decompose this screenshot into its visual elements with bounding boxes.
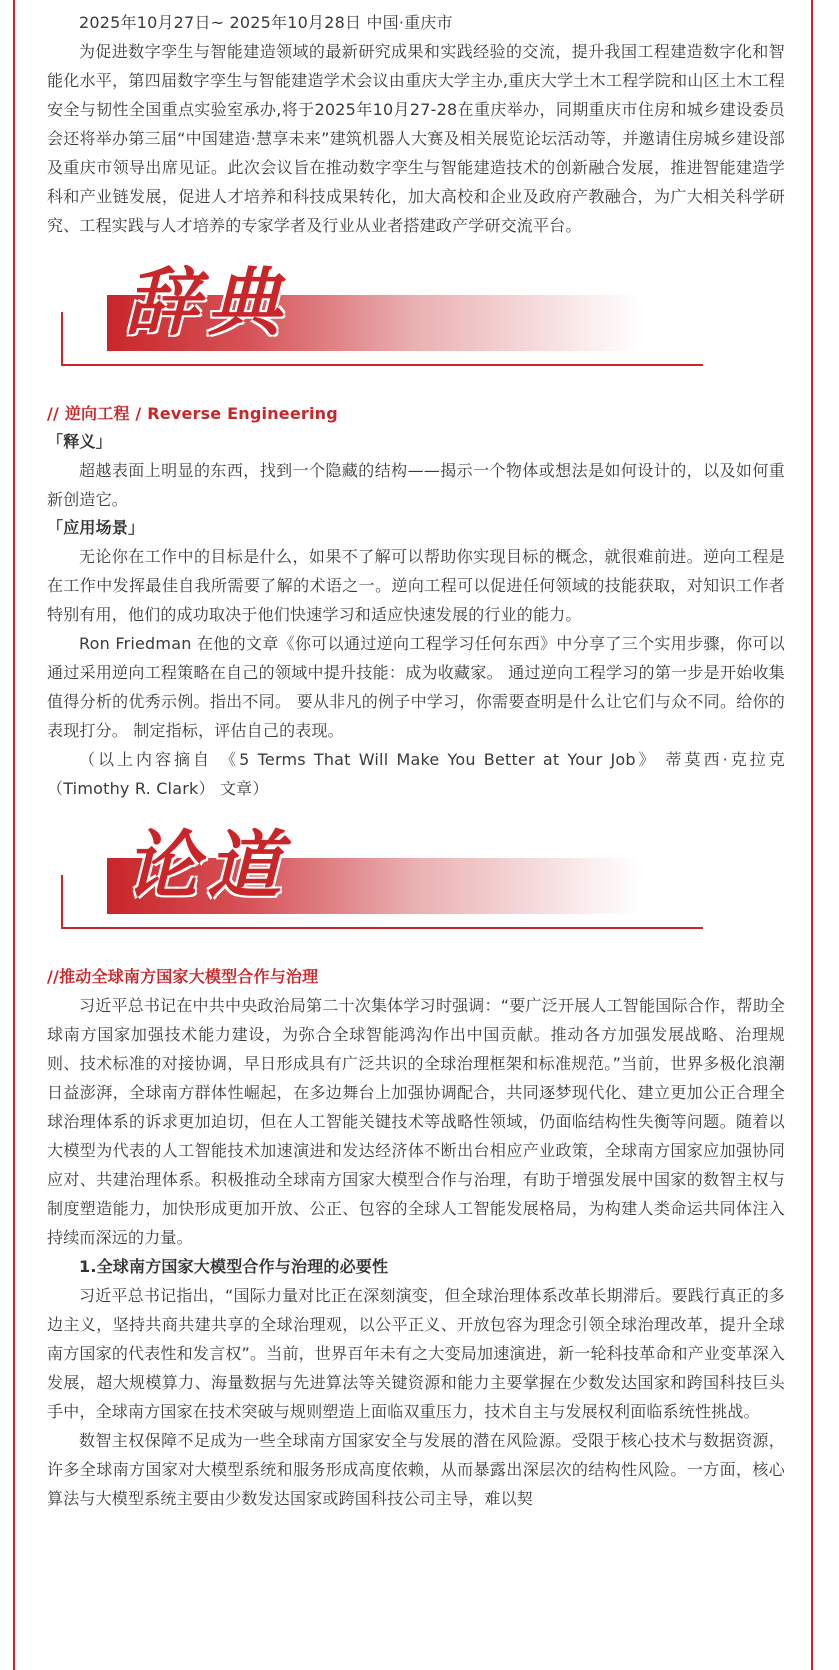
scenario-paragraph-1: 无论你在工作中的目标是什么，如果不了解可以帮助你实现目标的概念，就很难前进。逆向工程是在工作中发挥最佳自我所需要了解的术语之一。逆向工程可以促进任何领域的技能获取，对知识工作者特别有用，他们的成功取决于他们快速学习和适应快速发展的行业的能力。: [47, 547, 785, 624]
source-citation: （以上内容摘自 《5 Terms That Will Make You Better at Your Job》 蒂莫西·克拉克（Timothy R. Clark） 文章）: [47, 750, 785, 798]
conference-date-location: 2025年10月27日~ 2025年10月28日 中国·重庆市: [79, 13, 453, 32]
essay-subheading-1: 1.全球南方国家大模型合作与治理的必要性: [79, 1257, 389, 1276]
essay-paragraph-2: 习近平总书记指出，“国际力量对比正在深刻演变，但全球治理体系改革长期滞后。要践行真正的多边主义，坚持共商共建共享的全球治理观，以公平正义、开放包容为理念引领全球治理改革，提升全球南方国家的代表性和发言权”。当前，世界百年未有之大变局加速演进，新一轮科技革命和产业变革深入发展，超大规模算力、海量数据与先进算法等关键资源和能力主要掌握在少数发达国家和跨国科技巨头手中，全球南方国家在技术突破与规则塑造上面临双重压力，技术自主与发展权利面临系统性挑战。: [47, 1286, 785, 1421]
discussion-banner: [47, 803, 785, 963]
essay-title: //推动全球南方国家大模型合作与治理: [47, 967, 319, 986]
banner-calligraphy-cidian: 辞典: [125, 260, 289, 346]
banner-calligraphy-lundao: 论道: [125, 823, 289, 909]
dictionary-term-title: // 逆向工程 / Reverse Engineering: [47, 404, 338, 423]
conference-intro-paragraph: 为促进数字孪生与智能建造领域的最新研究成果和实践经验的交流，提升我国工程建造数字化和智能化水平，第四届数字孪生与智能建造学术会议由重庆大学主办,重庆大学土木工程学院和山区土木工程安全与韧性全国重点实验室承办,将于2025年10月27-28在重庆举办，同期重庆市住房和城乡建设委员会还将举办第三届“中国建造·慧享未来”建筑机器人大赛及相关展览论坛活动等，并邀请住房城乡建设部及重庆市领导出席见证。此次会议旨在推动数字孪生与智能建造技术的创新融合发展，推进智能建造学科和产业链发展，促进人才培养和科技成果转化，加大高校和企业及政府产教融合，为广大相关科学研究、工程实践与人才培养的专家学者及行业从业者搭建政产学研交流平台。: [47, 42, 785, 235]
essay-paragraph-1: 习近平总书记在中共中央政治局第二十次集体学习时强调：“要广泛开展人工智能国际合作，帮助全球南方国家加强技术能力建设，为弥合全球智能鸿沟作出中国贡献。推动各方加强发展战略、治理规则、技术标准的对接协调，早日形成具有广泛共识的全球治理框架和标准规范。”当前，世界多极化浪潮日益澎湃，全球南方群体性崛起，在多边舞台上加强协调配合，共同逐梦现代化、建立更加公正合理全球治理体系的诉求更加迫切，但在人工智能关键技术等战略性领域，仍面临结构性失衡等问题。随着以大模型为代表的人工智能技术加速演进和发达经济体不断出台相应产业政策，全球南方国家应加强协同应对、共建治理体系。积极推动全球南方国家大模型合作与治理，有助于增强发展中国家的数智主权与制度塑造能力，加快形成更加开放、公正、包容的全球人工智能发展格局，为构建人类命运共同体注入持续而深远的力量。: [47, 996, 785, 1247]
article-page: [13, 0, 813, 1670]
meaning-text: 超越表面上明显的东西，找到一个隐藏的结构——揭示一个物体或想法是如何设计的，以及如何重新创造它。: [47, 461, 785, 509]
article-content: [47, 8, 785, 1513]
meaning-label: 「释义」: [47, 432, 112, 451]
essay-paragraph-3: 数智主权保障不足成为一些全球南方国家安全与发展的潜在风险源。受限于核心技术与数据资源，许多全球南方国家对大模型系统和服务形成高度依赖，从而暴露出深层次的结构性风险。一方面，核心算法与大模型系统主要由少数发达国家或跨国科技公司主导，难以契: [47, 1431, 785, 1508]
dictionary-banner: [47, 240, 785, 400]
scenario-paragraph-2: Ron Friedman 在他的文章《你可以通过逆向工程学习任何东西》中分享了三个实用步骤，你可以通过采用逆向工程策略在自己的领域中提升技能：成为收藏家。 通过逆向工程学习的第一步是开始收集值得分析的优秀示例。指出不同。 要从非凡的例子中学习，你需要查明是什么让它们与众不同。给你的表现打分。 制定指标，评估自己的表现。: [47, 634, 785, 740]
scenario-label: 「应用场景」: [47, 518, 145, 537]
